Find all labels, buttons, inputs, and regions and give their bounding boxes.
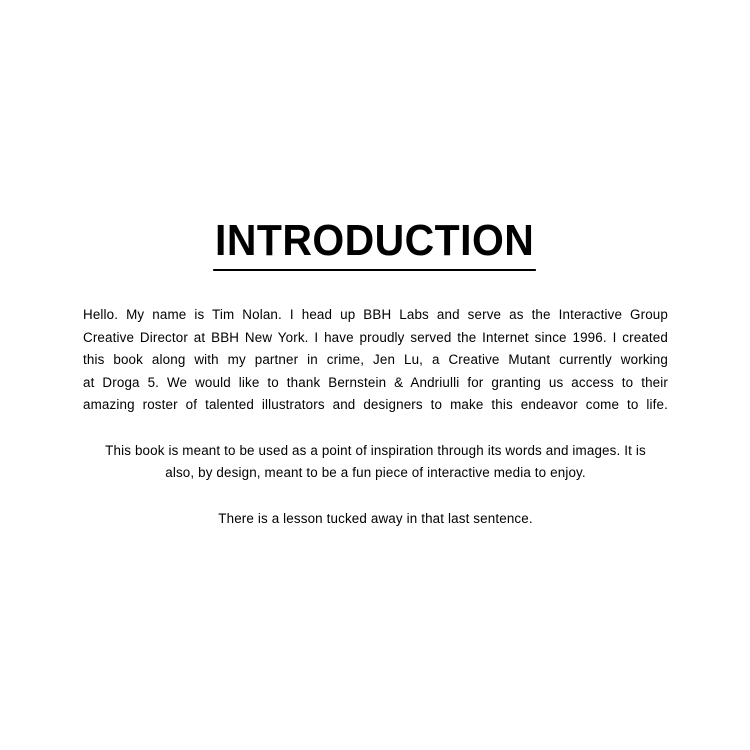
paragraph-line: amazing roster of talented illustrators and designers to make this endeavor come to life. — [83, 397, 668, 412]
paragraph-purpose — [83, 440, 668, 485]
paragraph-line: this book along with my partner in crime, Jen Lu, a Creative Mutant currently working — [83, 352, 668, 367]
paragraph-line: There is a lesson tucked away in that last sentence. — [218, 510, 533, 526]
paragraph-lesson — [83, 508, 668, 531]
page-title: INTRODUCTION — [213, 218, 536, 271]
paragraph-intro — [83, 304, 668, 417]
paragraph-line: Creative Director at BBH New York. I have proudly served the Internet since 1996. I created — [83, 329, 668, 345]
paragraph-line: also, by design, meant to be a fun piece of interactive media to enjoy. — [165, 465, 586, 480]
paragraph-line: Hello. My name is Tim Nolan. I head up BBH Labs and serve as the Interactive Group — [83, 307, 668, 322]
body-text — [83, 304, 668, 553]
paragraph-line: This book is meant to be used as a point of inspiration through its words and images. It is — [105, 442, 646, 458]
title-container — [0, 218, 750, 271]
paragraph-line: at Droga 5. We would like to thank Bernstein & Andriulli for granting us access to their — [83, 374, 668, 390]
